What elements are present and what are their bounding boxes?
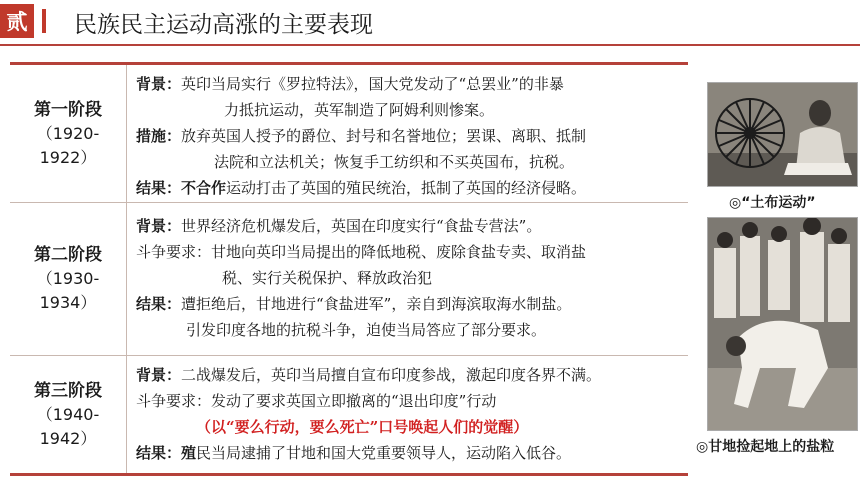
line-label: 背景： [136,366,182,384]
content-line [136,239,684,265]
page-title: 民族民主运动高涨的主要表现 [74,12,373,38]
line-text: 力抵抗运动，英军制造了阿姆利则惨案。 [224,101,495,119]
line-label: 背景： [136,217,182,235]
title-underline [0,44,860,46]
stage-label-cell [10,203,127,355]
line-text: 甘地向英印当局提出的降低地税、废除食盐专卖、取消盐 [211,243,587,261]
content-line [136,149,684,175]
slogan-highlight: （以“要么行动，要么死亡”口号唤起人们的觉醒） [196,418,529,436]
photo-caption: ◎“土布运动” [729,195,816,211]
line-text: 运动打击了英国的殖民统治，抵制了英国的经济侵略。 [226,179,587,197]
content-line [136,123,684,149]
spinning-wheel-illustration [708,83,857,186]
content-line [136,317,684,343]
salt-march-photo [707,217,858,431]
line-prefix: 斗争要求： [136,392,212,410]
line-text: 放弃英国人授予的爵位、封号和名誉地位；罢课、离职、抵制 [181,127,587,145]
line-text: 英印当局实行《罗拉特法》，国大党发动了“总罢业”的非暴 [181,75,564,93]
line-label: 结果： [136,179,182,197]
stage-row-2 [10,203,688,356]
content-line [136,175,684,201]
stage-row-3 [10,356,688,473]
stage-label-cell [10,356,127,473]
line-emphasis: 不合作 [181,179,227,197]
section-badge: 贰 [0,4,34,38]
content-line [136,362,684,388]
line-label: 背景： [136,75,182,93]
content-line [136,440,684,466]
content-line [136,291,684,317]
line-emphasis: 殖 [181,444,197,462]
line-text: 二战爆发后，英印当局擅自宣布印度参战，激起印度各界不满。 [181,366,602,384]
content-line [136,213,684,239]
line-text: 民当局逮捕了甘地和国大党重要领导人，运动陷入低谷。 [196,444,572,462]
stage-label-cell [10,65,127,202]
stage-name: 第二阶段 [34,245,102,265]
line-text: 法院和立法机关；恢复手工纺织和不买英国布，抗税。 [214,153,575,171]
photo-caption: ◎甘地捡起地上的盐粒 [696,439,835,455]
line-prefix: 斗争要求： [136,243,212,261]
stage-years-close: 1934） [39,293,97,312]
content-line [136,414,684,440]
line-text: 世界经济危机爆发后，英国在印度实行“食盐专营法”。 [181,217,542,235]
stage-years-close: 1922） [39,147,97,167]
salt-march-illustration [708,218,857,430]
stage-content [136,362,684,466]
stage-row-1 [10,65,688,203]
line-text: 引发印度各地的抗税斗争，迫使当局答应了部分要求。 [186,321,547,339]
stage-years-open: （1940- [36,404,100,424]
content-line [136,265,684,291]
line-text: 遭拒绝后，甘地进行“食盐进军”，亲自到海滨取海水制盐。 [181,295,572,313]
content-line [136,388,684,414]
content-line [136,97,684,123]
stage-name: 第三阶段 [34,380,102,401]
stages-table [10,62,688,476]
stage-years-open: （1920- [36,123,100,143]
stage-name: 第一阶段 [34,99,102,120]
stage-content [136,213,684,343]
stage-years-open: （1930- [36,269,100,288]
line-label: 结果： [136,444,182,462]
line-text: 发动了要求英国立即撤离的“退出印度”行动 [211,392,497,410]
line-label: 措施： [136,127,182,145]
stage-content [136,71,684,201]
spinning-wheel-photo [707,82,858,187]
line-label: 结果： [136,295,182,313]
line-text: 税、实行关税保护、释放政治犯 [222,269,433,287]
stage-years-close: 1942） [39,428,97,448]
content-line [136,71,684,97]
badge-divider [42,9,46,33]
